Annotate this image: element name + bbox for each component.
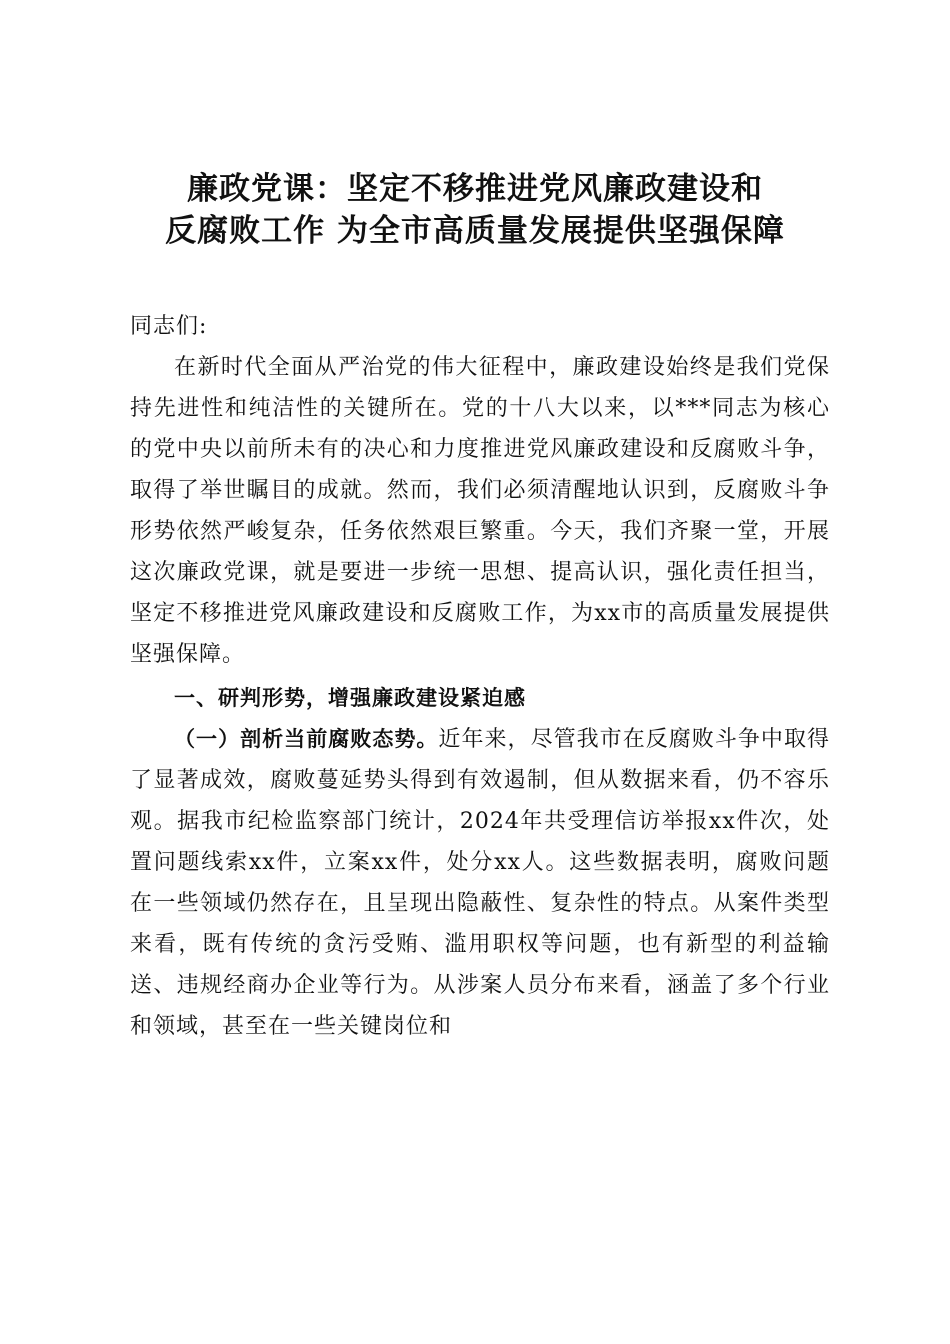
subsection-text-1: 近年来，尽管我市在反腐败斗争中取得了显著成效，腐败蔓延势头得到有效遏制，但从数据来看，仍不容乐观。据我市纪检监察部门统计，2024年共受理信访举报xx件次，处置问题线索xx件，立案xx件，处分xx人。这些数据表明，腐败问题在一些领域仍然存在，且呈现出隐蔽性、复杂性的特点。从案件类型来看，既有传统的贪污受贿、滥用职权等问题，也有新型的利益输送、违规经商办企业等行为。从涉案人员分布来看，涵盖了多个行业和领域，甚至在一些关键岗位和 [130, 727, 830, 1039]
subsection-heading-1: （一）剖析当前腐败态势。 [174, 727, 439, 751]
title-line-2: 反腐败工作 为全市高质量发展提供坚强保障 [165, 213, 785, 249]
salutation: 同志们: [130, 314, 208, 339]
intro-paragraph: 在新时代全面从严治党的伟大征程中，廉政建设始终是我们党保持先进性和纯洁性的关键所在。党的十八大以来，以***同志为核心的党中央以前所未有的决心和力度推进党风廉政建设和反腐败斗争，取得了举世瞩目的成就。然而，我们必须清醒地认识到，反腐败斗争形势依然严峻复杂，任务依然艰巨繁重。今天，我们齐聚一堂，开展这次廉政党课，就是要进一步统一思想、提高认识，强化责任担当，坚定不移推进党风廉政建设和反腐败工作，为xx市的高质量发展提供坚强保障。 [130, 355, 830, 667]
document-body [130, 306, 830, 1047]
subsection-paragraph-1 [130, 719, 830, 1047]
section-heading-1: 一、研判形势，增强廉政建设紧迫感 [174, 686, 526, 710]
title-line-1: 廉政党课：坚定不移推进党风廉政建设和 [187, 171, 763, 207]
document-title [60, 168, 890, 252]
